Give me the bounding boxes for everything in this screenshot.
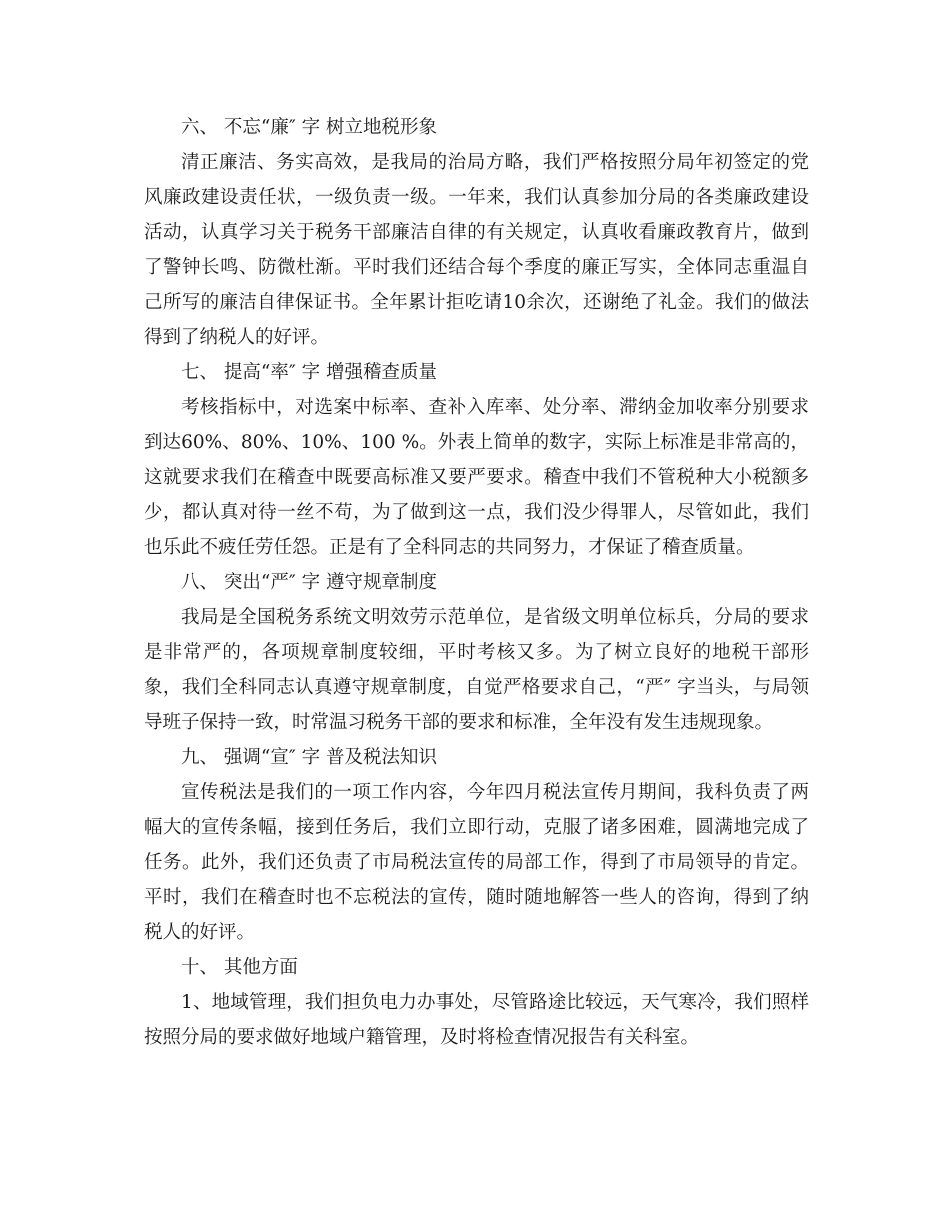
section-paragraph: 我局是全国税务系统文明效劳示范单位，是省级文明单位标兵，分局的要求是非常严的，各项规章制度较细，平时考核又多。为了树立良好的地税干部形象，我们全科同志认真遵守规章制度，自觉严格要求自己，“严″ 字当头，与局领导班子保持一致，时常温习税务干部的要求和标准，全年没有发生违规现象。 [144, 607, 809, 733]
section-paragraph: 清正廉洁、务实高效，是我局的治局方略，我们严格按照分局年初签定的党风廉政建设责任状，一级负责一级。一年来，我们认真参加分局的各类廉政建设活动，认真学习关于税务干部廉洁自律的有关规定，认真收看廉政教育片，做到了警钟长鸣、防微杜渐。平时我们还结合每个季度的廉正写实，全体同志重温自己所写的廉洁自律保证书。全年累计拒吃请10余次，还谢绝了礼金。我们的做法得到了纳税人的好评。 [144, 152, 809, 348]
section-paragraph: 1、地域管理，我们担负电力办事处，尽管路途比较远，天气寒冷，我们照样按照分局的要求做好地域户籍管理，及时将检查情况报告有关科室。 [144, 992, 809, 1048]
section-paragraph: 宣传税法是我们的一项工作内容，今年四月税法宣传月期间，我科负责了两幅大的宣传条幅，接到任务后，我们立即行动，克服了诸多困难，圆满地完成了任务。此外，我们还负责了市局税法宣传的局部工作，得到了市局领导的肯定。平时，我们在稽查时也不忘税法的宣传，随时随地解答一些人的咨询，得到了纳税人的好评。 [144, 782, 809, 943]
section-heading: 七、 提高“率″ 字 增强稽查质量 [181, 362, 438, 383]
section-paragraph: 考核指标中，对选案中标率、查补入库率、处分率、滞纳金加收率分别要求到达60%、80%、10%、100 %。外表上简单的数字，实际上标准是非常高的，这就要求我们在稽查中既要高标准又要严要求。稽查中我们不管税种大小税额多少，都认真对待一丝不苟，为了做到这一点，我们没少得罪人，尽管如此，我们也乐此不疲任劳任怨。正是有了全科同志的共同努力，才保证了稽查质量。 [144, 397, 809, 558]
document-body [144, 110, 809, 1055]
section-heading: 八、 突出“严″ 字 遵守规章制度 [181, 572, 438, 593]
section-heading: 十、 其他方面 [181, 957, 298, 978]
section-heading: 六、 不忘“廉″ 字 树立地税形象 [181, 117, 438, 138]
section-heading: 九、 强调“宣″ 字 普及税法知识 [181, 747, 438, 768]
